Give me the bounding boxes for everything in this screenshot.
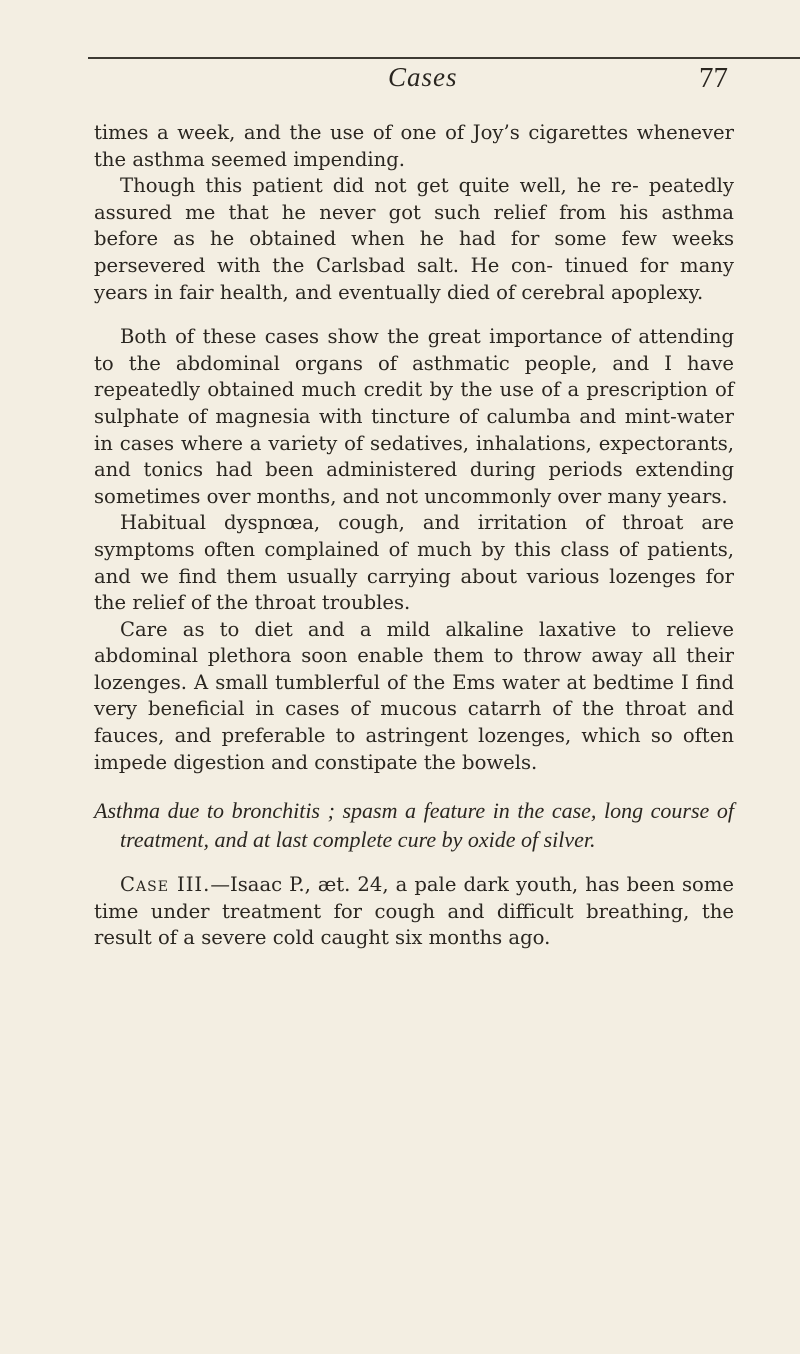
case-label: Case III. bbox=[120, 873, 211, 897]
running-head bbox=[88, 62, 728, 98]
paragraph-4: Habitual dyspnœa, cough, and irritation of throat are symptoms often complained of much by this class of patients, and we find them usually carrying about various lozenges for the relief of the throat troubles. bbox=[94, 511, 734, 615]
paragraph-5: Care as to diet and a mild alkaline laxative to relieve abdominal plethora soon enable them to throw away all their lozenges. A small tumblerful of the Ems water at bedtime I find very beneficial in cases of mucous catarrh of the throat and fauces, and preferable to astringent lozenges, which so often impede digestion and constipate the bowels. bbox=[94, 617, 734, 774]
paragraph-2: Though this patient did not get quite well, he re- peatedly assured me that he never got such relief from his asthma before as he obtained when he had for some few weeks persevered with the Carlsbad salt. He con- tinued for many years in fair health, and eventually died of cerebral apoplexy. bbox=[94, 174, 734, 304]
paragraph-3: Both of these cases show the great importance of attending to the abdominal organs of asthmatic people, and I have repeatedly obtained much credit by the use of a prescription of sulphate of magnesia with tincture of calumba and mint-water in cases where a variety of sedatives, inhalations, expectorants, and tonics had been administered during periods extending sometimes over months, and not uncommonly over many years. bbox=[94, 325, 734, 508]
header-rule bbox=[88, 57, 800, 59]
case-heading: Asthma due to bronchitis ; spasm a feature in the case, long course of treatment, and at last complete cure by oxide of silver. bbox=[94, 798, 734, 853]
page-number: 77 bbox=[699, 62, 728, 94]
paragraph-case-3 bbox=[94, 872, 734, 952]
running-head-title: Cases bbox=[388, 62, 458, 92]
case-3-text: —Isaac P., æt. 24, a pale dark youth, has been some time under treatment for cough and difficult breathing, the result of a severe cold caught six months ago. bbox=[94, 873, 735, 950]
paragraph-1: times a week, and the use of one of Joy’s cigarettes whenever the asthma seemed impending. bbox=[94, 121, 734, 171]
body-text bbox=[94, 120, 734, 952]
